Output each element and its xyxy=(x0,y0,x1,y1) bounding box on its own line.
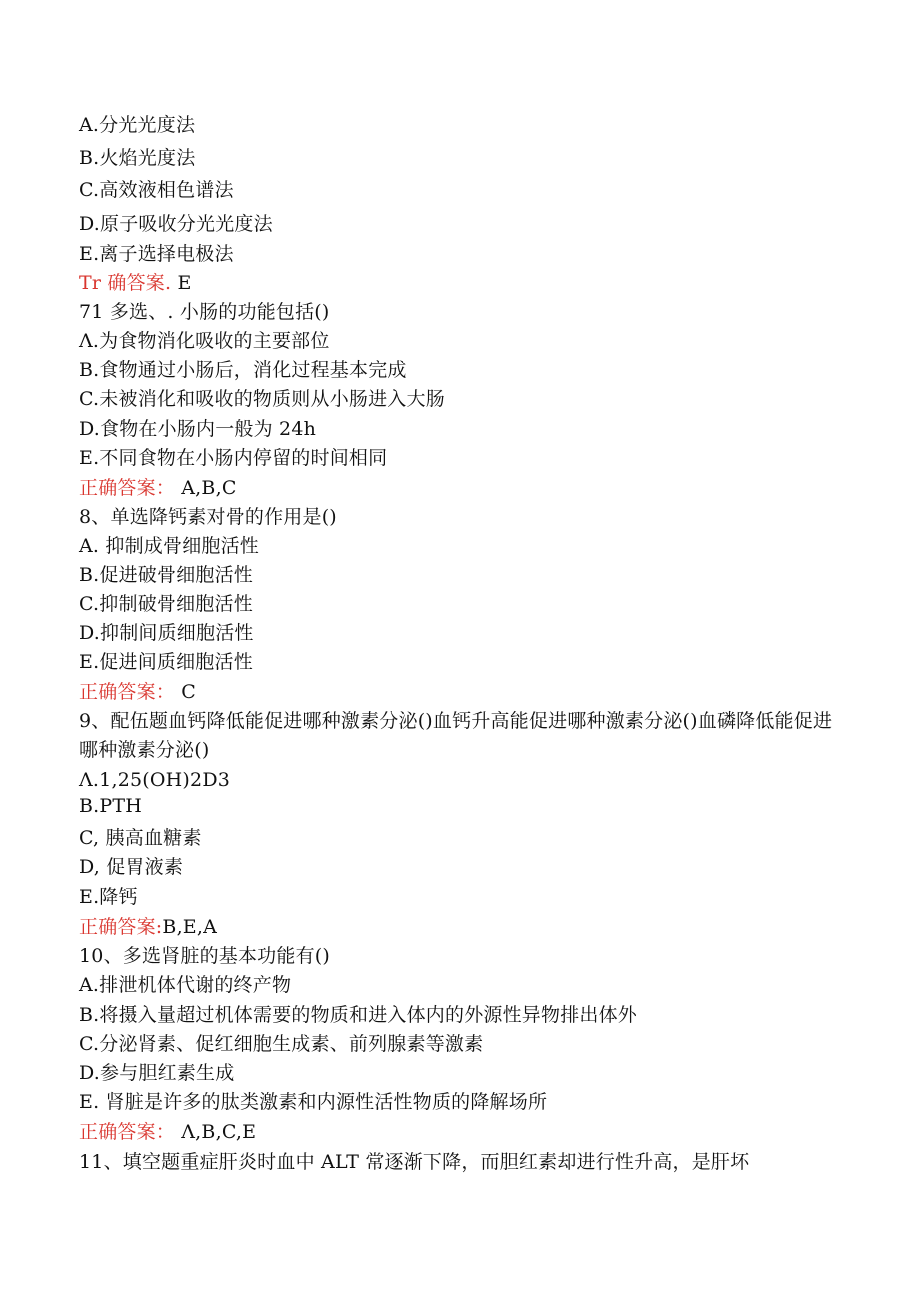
answer-label: 正确答案: xyxy=(79,916,163,938)
answer-line xyxy=(79,1120,256,1144)
option-a: A.排泄机体代谢的终产物 xyxy=(79,974,292,996)
answer-line xyxy=(79,271,192,295)
answer-value: C xyxy=(181,681,197,703)
option-c: C, 胰高血糖素 xyxy=(79,827,202,849)
option-c: C.分泌肾素、促红细胞生成素、前列腺素等激素 xyxy=(79,1033,484,1055)
option-e: E.促进间质细胞活性 xyxy=(79,651,253,673)
option-e: E. 肾脏是许多的肽类激素和内源性活性物质的降解场所 xyxy=(79,1091,548,1113)
question-stem: 9、配伍题血钙降低能促进哪种激素分泌()血钙升高能促进哪种激素分泌()血磷降低能促进哪种激素分泌() xyxy=(79,710,833,761)
option-d: D.参与胆红素生成 xyxy=(79,1062,235,1084)
answer-label: 正确答案： xyxy=(79,1121,176,1143)
question-stem: 71 多选、. 小肠的功能包括() xyxy=(79,301,330,323)
option-b: B.食物通过小肠后，消化过程基本完成 xyxy=(79,359,407,381)
answer-value: E xyxy=(177,272,192,294)
option-a: Λ.为食物消化吸收的主要部位 xyxy=(79,330,330,352)
answer-value: B,E,A xyxy=(162,916,218,938)
answer-label: 正确答案： xyxy=(79,681,176,703)
answer-label: Tr 确答案. xyxy=(79,272,172,294)
answer-value: Λ,B,C,E xyxy=(181,1121,257,1143)
option-c: C.未被消化和吸收的物质则从小肠进入大肠 xyxy=(79,388,445,410)
option-b: B.PTH xyxy=(79,795,143,817)
option-e: E.降钙 xyxy=(79,886,138,908)
answer-value: A,B,C xyxy=(181,477,237,499)
option-a: A. 抑制成骨细胞活性 xyxy=(79,535,260,557)
answer-line xyxy=(79,915,217,939)
option-c: C.高效液相色谱法 xyxy=(79,179,234,201)
answer-line xyxy=(79,680,196,704)
option-a: Λ.1,25(OH)2D3 xyxy=(79,769,231,791)
option-d: D.抑制间质细胞活性 xyxy=(79,622,254,644)
question-stem: 10、多选肾脏的基本功能有() xyxy=(79,945,331,967)
option-d: D.原子吸收分光光度法 xyxy=(79,213,273,235)
option-b: B.将摄入量超过机体需要的物质和进入体内的外源性异物排出体外 xyxy=(79,1004,638,1026)
option-e: E.不同食物在小肠内停留的时间相同 xyxy=(79,447,388,469)
answer-label: 正确答案： xyxy=(79,477,176,499)
option-d: D.食物在小肠内一般为 24h xyxy=(79,418,317,440)
option-c: C.抑制破骨细胞活性 xyxy=(79,593,253,615)
question-stem: 8、单选降钙素对骨的作用是() xyxy=(79,506,337,528)
option-a: A.分光光度法 xyxy=(79,114,196,136)
option-b: B.火焰光度法 xyxy=(79,147,196,169)
question-stem: 11、填空题重症肝炎时血中 ALT 常逐渐下降，而胆红素却进行性升高，是肝坏 xyxy=(79,1151,750,1173)
answer-line xyxy=(79,476,237,500)
option-b: B.促进破骨细胞活性 xyxy=(79,564,254,586)
option-e: E.离子选择电极法 xyxy=(79,243,234,265)
option-d: D, 促胃液素 xyxy=(79,856,184,878)
